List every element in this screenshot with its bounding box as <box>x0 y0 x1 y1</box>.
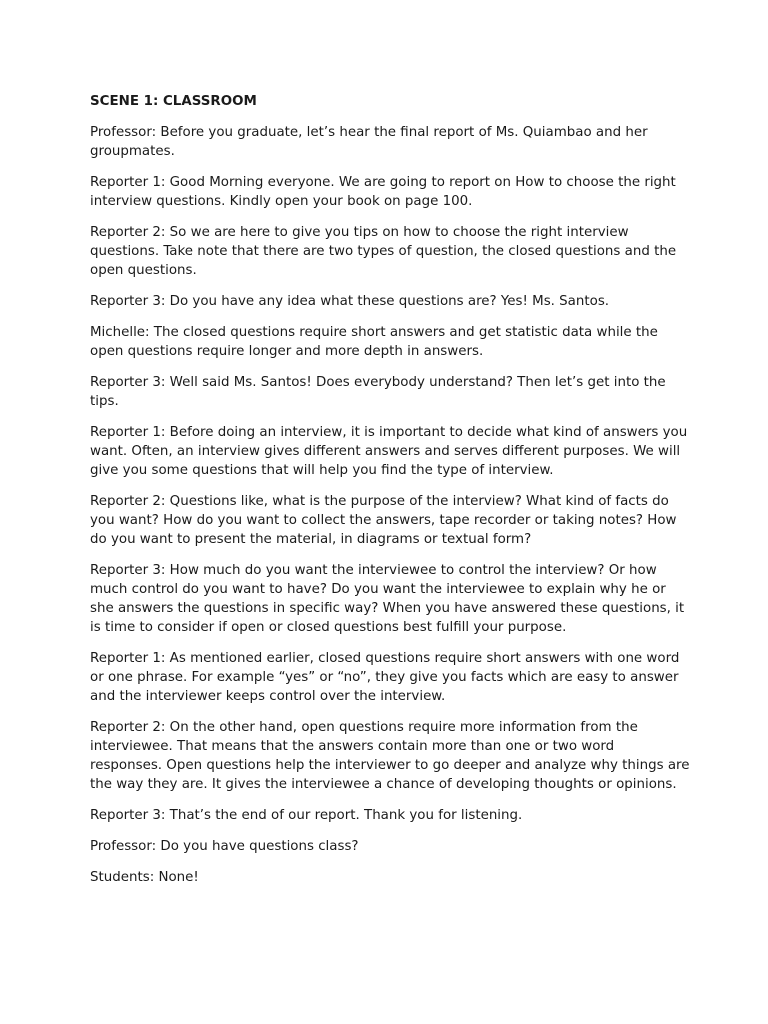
dialogue-paragraph: Reporter 1: Good Morning everyone. We are going to report on How to choose the right interview questions. Kindly open your book on page 100. <box>90 175 676 209</box>
dialogue-paragraph: Reporter 2: Questions like, what is the purpose of the interview? What kind of facts do you want? How do you want to collect the answers, tape recorder or taking notes? How do you want to present the material, in diagrams or textual form? <box>90 494 677 547</box>
dialogue-paragraph: Reporter 3: That’s the end of our report. Thank you for listening. <box>90 808 523 823</box>
dialogue-paragraph: Students: None! <box>90 870 199 885</box>
dialogue-paragraph: Reporter 3: How much do you want the interviewee to control the interview? Or how much control do you want to have? Do you want the interviewee to explain why he or she answers the questions in specific way? When you have answered these questions, it is time to consider if open or closed questions best fulfill your purpose. <box>90 563 685 635</box>
dialogue-paragraph: Reporter 2: So we are here to give you tips on how to choose the right interview questions. Take note that there are two types of question, the closed questions and the open questions. <box>90 225 677 278</box>
dialogue-paragraph: Professor: Before you graduate, let’s hear the final report of Ms. Quiambao and her groupmates. <box>90 125 648 159</box>
dialogue-paragraph: Professor: Do you have questions class? <box>90 839 359 854</box>
dialogue-paragraph: Michelle: The closed questions require short answers and get statistic data while the open questions require longer and more depth in answers. <box>90 325 658 359</box>
dialogue-paragraph: Reporter 3: Do you have any idea what these questions are? Yes! Ms. Santos. <box>90 294 610 309</box>
dialogue-paragraph: Reporter 3: Well said Ms. Santos! Does everybody understand? Then let’s get into the tips. <box>90 375 666 409</box>
dialogue-paragraph: Reporter 1: Before doing an interview, it is important to decide what kind of answers you want. Often, an interview gives different answers and serves different purposes. We will give you some questions that will help you find the type of interview. <box>90 425 688 478</box>
dialogue-paragraph: Reporter 2: On the other hand, open questions require more information from the interviewee. That means that the answers contain more than one or two word responses. Open questions help the interviewer to go deeper and analyze why things are the way they are. It gives the interviewee a chance of developing thoughts or opinions. <box>90 720 690 792</box>
dialogue-paragraph: Reporter 1: As mentioned earlier, closed questions require short answers with one word or one phrase. For example “yes” or “no”, they give you facts which are easy to answer and the interviewer keeps control over the interview. <box>90 651 680 704</box>
scene-title: SCENE 1: CLASSROOM <box>90 94 257 109</box>
document-content <box>90 92 690 887</box>
